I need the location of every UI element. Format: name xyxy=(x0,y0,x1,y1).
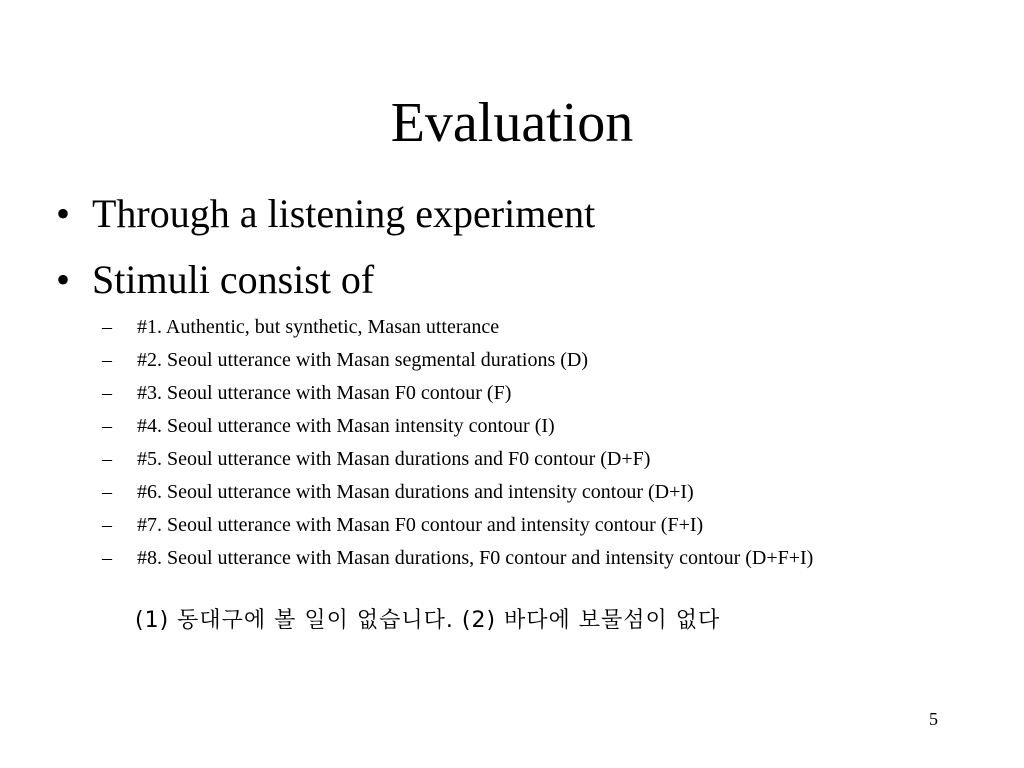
dash-marker: – xyxy=(102,547,112,569)
bullet-text: Through a listening experiment xyxy=(92,191,596,236)
bullet-marker: • xyxy=(56,191,71,236)
stimulus-item xyxy=(102,509,813,542)
stimulus-text: #2. Seoul utterance with Masan segmental durations (D) xyxy=(137,349,588,371)
page-number: 5 xyxy=(929,709,938,729)
stimulus-item xyxy=(102,410,813,443)
bullet-item xyxy=(56,256,374,304)
stimulus-item xyxy=(102,476,813,509)
stimulus-item xyxy=(102,542,813,575)
stimulus-text: #6. Seoul utterance with Masan durations and intensity contour (D+I) xyxy=(137,481,694,503)
stimulus-item xyxy=(102,344,813,377)
dash-marker: – xyxy=(102,481,112,503)
dash-marker: – xyxy=(102,316,112,338)
dash-marker: – xyxy=(102,514,112,536)
stimulus-text: #7. Seoul utterance with Masan F0 contour and intensity contour (F+I) xyxy=(137,514,704,536)
stimulus-item xyxy=(102,443,813,476)
stimuli-list xyxy=(102,311,813,575)
dash-marker: – xyxy=(102,349,112,371)
stimulus-text: #5. Seoul utterance with Masan durations and F0 contour (D+F) xyxy=(137,448,651,470)
bullet-item xyxy=(56,190,595,238)
slide-title: Evaluation xyxy=(390,92,634,154)
stimulus-text: #3. Seoul utterance with Masan F0 contour (F) xyxy=(137,382,512,404)
stimulus-text: #8. Seoul utterance with Masan durations, F0 contour and intensity contour (D+F+I) xyxy=(137,547,814,569)
bullet-marker: • xyxy=(56,257,71,302)
stimulus-item xyxy=(102,377,813,410)
dash-marker: – xyxy=(102,415,112,437)
stimulus-item xyxy=(102,311,813,344)
bullet-text: Stimuli consist of xyxy=(92,257,375,302)
dash-marker: – xyxy=(102,448,112,470)
stimulus-text: #1. Authentic, but synthetic, Masan utterance xyxy=(137,316,500,338)
stimulus-text: #4. Seoul utterance with Masan intensity contour (I) xyxy=(137,415,555,437)
example-sentences: (1) 동대구에 볼 일이 없습니다. (2) 바다에 보물섬이 없다 xyxy=(135,608,721,633)
dash-marker: – xyxy=(102,382,112,404)
